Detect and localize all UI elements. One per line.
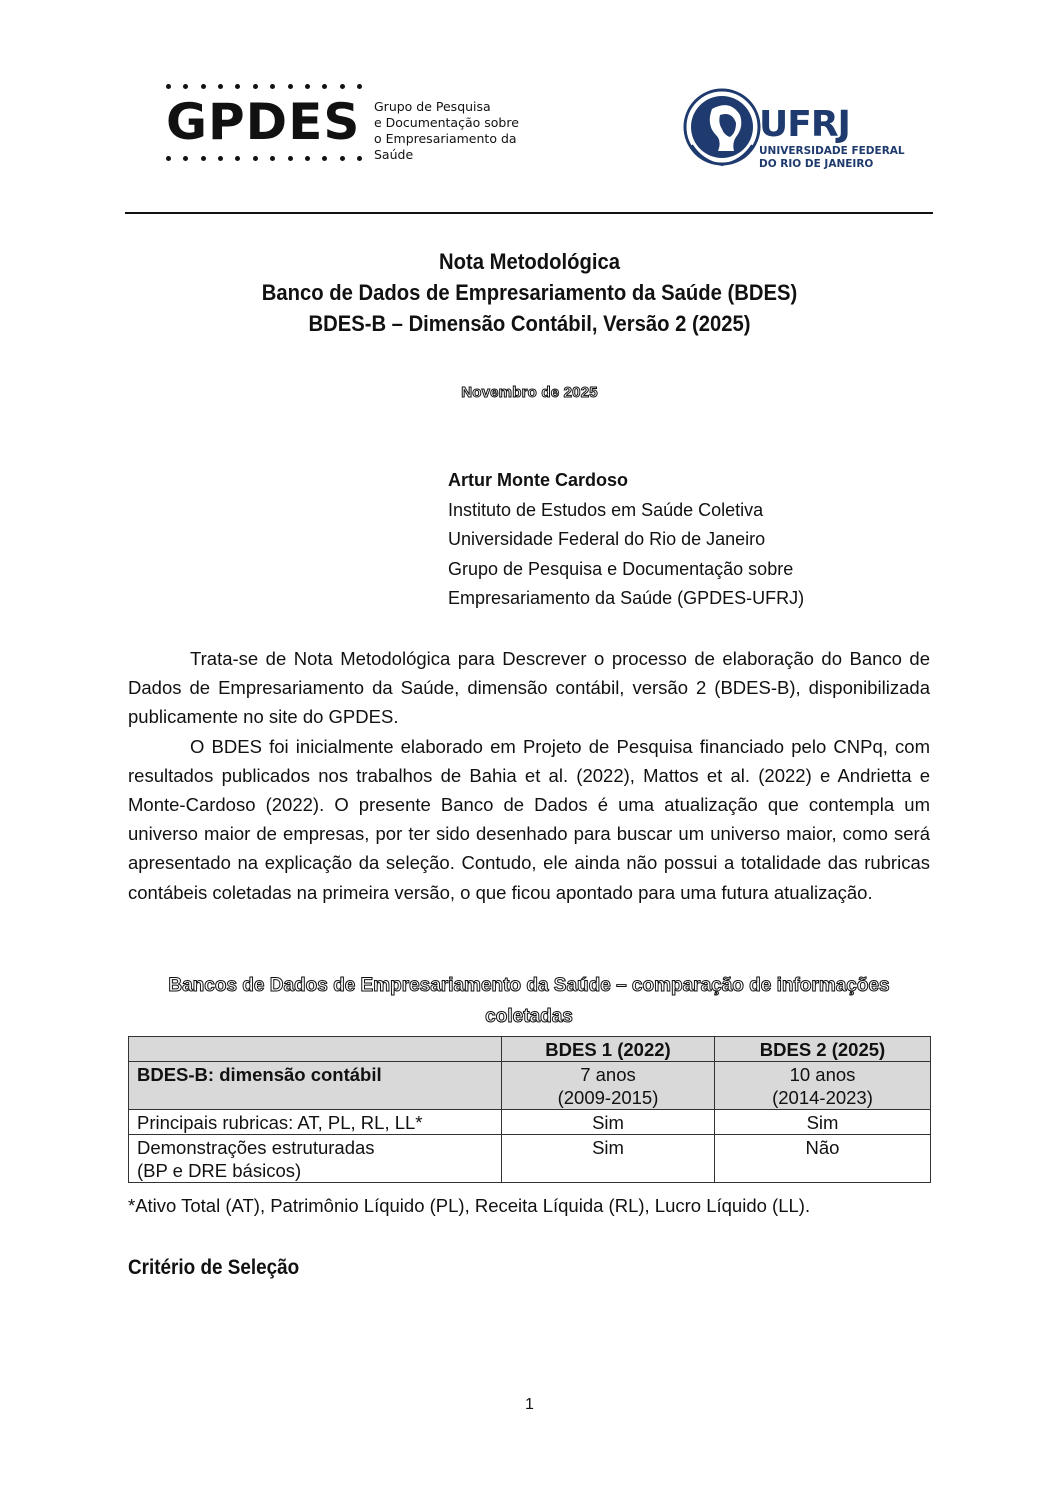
affiliation-line: Universidade Federal do Rio de Janeiro xyxy=(448,529,766,549)
paragraph: Trata-se de Nota Metodológica para Descrever o processo de elaboração do Banco de Dados de Empresariamento da Saúde, dimensão contábil, versão 2 (BDES-B), disponibilizada publicamente no site do GPDES. xyxy=(128,648,930,728)
author-name: Artur Monte Cardoso xyxy=(448,470,628,490)
ufrj-seal-icon xyxy=(682,85,762,170)
document-title xyxy=(0,246,1059,339)
ufrj-subtitle-line: UNIVERSIDADE FEDERAL xyxy=(759,145,905,157)
logo-dots-bottom xyxy=(166,156,362,162)
body-text xyxy=(128,644,930,907)
section-heading: Critério de Seleção xyxy=(128,1256,300,1279)
author-block xyxy=(448,466,804,614)
ufrj-subtitle xyxy=(759,145,905,171)
table-cell: Sim xyxy=(502,1110,715,1135)
cell-line: (2009-2015) xyxy=(557,1087,659,1108)
table-row xyxy=(129,1062,931,1110)
row-label xyxy=(129,1135,502,1183)
paragraph: O BDES foi inicialmente elaborado em Projeto de Pesquisa financiado pelo CNPq, com resultados publicados nos trabalhos de Bahia et al. (2022), Mattos et al. (2022) e Andrietta e Monte-Cardoso (2022). O presente Banco de Dados é uma atualização que contempla um universo maior de empresas, por ter sido desenhado para buscar um universo maior, como será apresentado na explicação da seleção. Contudo, ele ainda não possui a totalidade das rubricas contábeis coletadas na primeira versão, o que ficou apontado para uma futura atualização. xyxy=(128,735,930,903)
title-line-1: Nota Metodológica xyxy=(438,249,621,274)
comparison-table xyxy=(128,1036,931,1183)
table-cell: Sim xyxy=(502,1135,715,1183)
table-cell: Não xyxy=(715,1135,931,1183)
logo-dots-top xyxy=(166,84,362,90)
table-cell xyxy=(502,1062,715,1110)
table-cell xyxy=(715,1062,931,1110)
affiliation-line: Empresariamento da Saúde (GPDES-UFRJ) xyxy=(448,588,805,608)
row-label: BDES-B: dimensão contábil xyxy=(129,1062,502,1110)
cell-line: Demonstrações estruturadas xyxy=(137,1137,375,1158)
affiliation-line: Grupo de Pesquisa e Documentação sobre xyxy=(448,558,794,579)
header-divider xyxy=(125,212,933,214)
row-label: Principais rubricas: AT, PL, RL, LL* xyxy=(129,1110,502,1135)
document-date: Novembro de 2025 xyxy=(461,384,598,401)
table-cell: Sim xyxy=(715,1110,931,1135)
affiliation-line: Instituto de Estudos em Saúde Coletiva xyxy=(448,499,764,520)
gpdes-logo xyxy=(166,84,556,164)
tagline-line: e Documentação sobre xyxy=(374,115,519,130)
ufrj-logo xyxy=(682,85,912,170)
ufrj-wordmark: UFRJ xyxy=(759,104,850,145)
gpdes-wordmark: GPDES xyxy=(166,93,361,151)
table-footnote: *Ativo Total (AT), Patrimônio Líquido (PL), Receita Líquida (RL), Lucro Líquido (LL). xyxy=(128,1195,811,1216)
table-header-cell xyxy=(129,1037,502,1062)
page-number: 1 xyxy=(525,1396,534,1413)
ufrj-subtitle-line: DO RIO DE JANEIRO xyxy=(759,158,874,170)
table-header-row xyxy=(129,1037,931,1062)
table-row xyxy=(129,1110,931,1135)
title-line-3: BDES-B – Dimensão Contábil, Versão 2 (2025) xyxy=(308,311,751,336)
table-header-cell: BDES 1 (2022) xyxy=(502,1037,715,1062)
cell-line: 7 anos xyxy=(580,1064,636,1085)
title-line-2: Banco de Dados de Empresariamento da Saúde (BDES) xyxy=(261,280,798,305)
table-caption: Bancos de Dados de Empresariamento da Saúde – comparação de informações coletadas xyxy=(168,975,890,1027)
cell-line: (BP e DRE básicos) xyxy=(137,1160,302,1181)
gpdes-tagline xyxy=(374,99,556,163)
cell-line: (2014-2023) xyxy=(772,1087,873,1108)
table-row xyxy=(129,1135,931,1183)
cell-line: 10 anos xyxy=(789,1064,856,1085)
tagline-line: o Empresariamento da Saúde xyxy=(374,131,517,162)
table-header-cell: BDES 2 (2025) xyxy=(715,1037,931,1062)
tagline-line: Grupo de Pesquisa xyxy=(374,99,491,114)
